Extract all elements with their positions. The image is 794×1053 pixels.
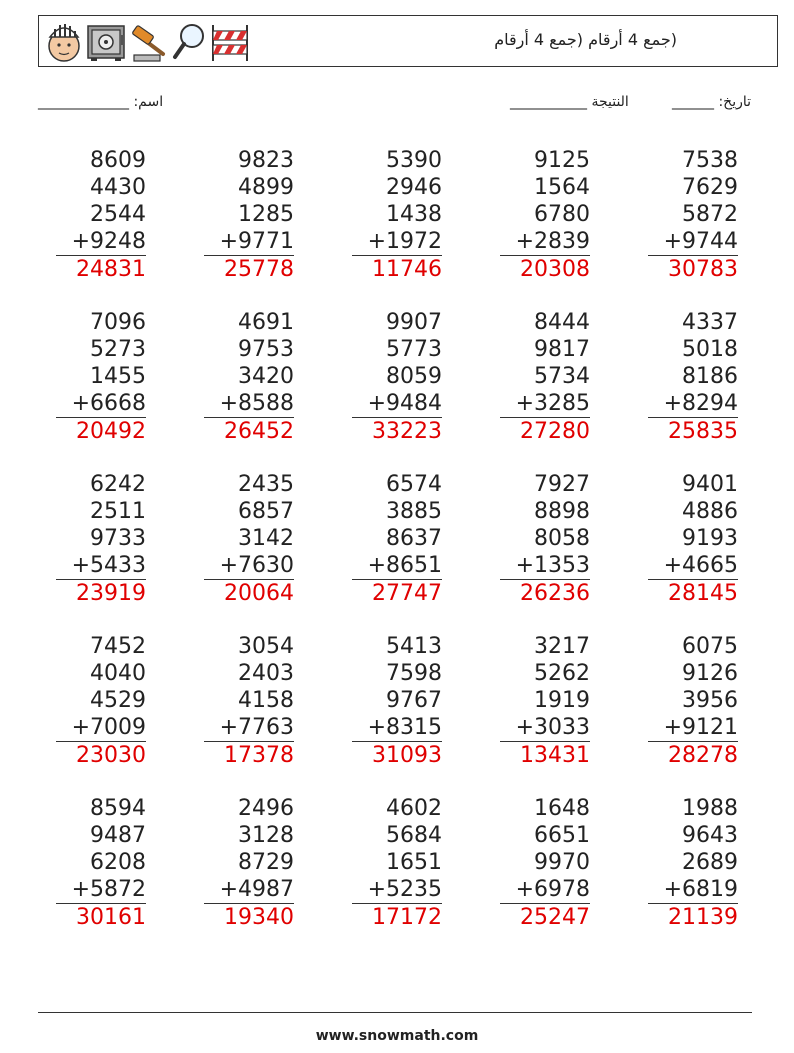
answer: 25778 <box>224 257 294 282</box>
addend: 8186 <box>682 364 738 389</box>
addend: 7538 <box>682 148 738 173</box>
addend: 9970 <box>534 850 590 875</box>
addend: 6075 <box>682 634 738 659</box>
addition-problem <box>648 633 738 769</box>
answer: 21139 <box>668 905 738 930</box>
addition-problem <box>204 795 294 931</box>
addend: 1438 <box>386 202 442 227</box>
addend: 7452 <box>90 634 146 659</box>
addend: 7096 <box>90 310 146 335</box>
addend: 6574 <box>386 472 442 497</box>
answer: 30161 <box>76 905 146 930</box>
addend: 9193 <box>682 526 738 551</box>
addend: 7629 <box>682 175 738 200</box>
addition-problem <box>56 795 146 931</box>
addend: 4529 <box>90 688 146 713</box>
header-box <box>38 15 778 67</box>
addend: 6780 <box>534 202 590 227</box>
addend: 8898 <box>534 499 590 524</box>
addend: 8609 <box>90 148 146 173</box>
addend: 4430 <box>90 175 146 200</box>
answer: 25247 <box>520 905 590 930</box>
answer: 20308 <box>520 257 590 282</box>
addend: 8729 <box>238 850 294 875</box>
addend-with-plus: +7009 <box>56 714 146 742</box>
addend: 9823 <box>238 148 294 173</box>
date-field: تاريخ: ______ <box>672 94 752 110</box>
addend-with-plus: +6978 <box>500 876 590 904</box>
addend: 5773 <box>386 337 442 362</box>
answer: 28145 <box>668 581 738 606</box>
name-field: اسم: _____________ <box>38 94 164 110</box>
score-field: النتيجة ___________ <box>510 94 629 110</box>
answer: 27747 <box>372 581 442 606</box>
answer: 26452 <box>224 419 294 444</box>
addend: 9401 <box>682 472 738 497</box>
icon-strip <box>45 19 251 65</box>
addend: 8444 <box>534 310 590 335</box>
answer: 31093 <box>372 743 442 768</box>
addend: 4040 <box>90 661 146 686</box>
gavel-icon <box>129 21 169 63</box>
answer: 23030 <box>76 743 146 768</box>
addend-with-plus: +6819 <box>648 876 738 904</box>
addend: 1564 <box>534 175 590 200</box>
addition-problem <box>352 471 442 607</box>
addend: 5390 <box>386 148 442 173</box>
addend: 3128 <box>238 823 294 848</box>
addend: 3420 <box>238 364 294 389</box>
addend-with-plus: +7763 <box>204 714 294 742</box>
addend: 5273 <box>90 337 146 362</box>
answer: 33223 <box>372 419 442 444</box>
addition-problem <box>500 795 590 931</box>
addend: 4691 <box>238 310 294 335</box>
addend: 5734 <box>534 364 590 389</box>
addend: 3054 <box>238 634 294 659</box>
addend: 2496 <box>238 796 294 821</box>
answer: 24831 <box>76 257 146 282</box>
addend: 6208 <box>90 850 146 875</box>
addend: 9767 <box>386 688 442 713</box>
addition-problem <box>500 471 590 607</box>
answer: 23919 <box>76 581 146 606</box>
addend: 8637 <box>386 526 442 551</box>
addend: 9125 <box>534 148 590 173</box>
addend: 2403 <box>238 661 294 686</box>
addend-with-plus: +8651 <box>352 552 442 580</box>
addend: 5684 <box>386 823 442 848</box>
addend: 9487 <box>90 823 146 848</box>
addend-with-plus: +3033 <box>500 714 590 742</box>
footer-site: www.snowmath.com <box>315 1028 479 1044</box>
addend: 9643 <box>682 823 738 848</box>
addend-with-plus: +1353 <box>500 552 590 580</box>
addend: 1455 <box>90 364 146 389</box>
answer: 20064 <box>224 581 294 606</box>
addition-problem <box>204 309 294 445</box>
addition-problem <box>648 309 738 445</box>
answer: 17172 <box>372 905 442 930</box>
addend: 4886 <box>682 499 738 524</box>
answer: 11746 <box>372 257 442 282</box>
addition-problem <box>56 147 146 283</box>
addend: 7927 <box>534 472 590 497</box>
prisoner-face-icon <box>45 21 83 63</box>
addition-problem <box>500 309 590 445</box>
addend-with-plus: +6668 <box>56 390 146 418</box>
addend: 4158 <box>238 688 294 713</box>
addend-with-plus: +1972 <box>352 228 442 256</box>
answer: 26236 <box>520 581 590 606</box>
addend: 3142 <box>238 526 294 551</box>
addend: 2544 <box>90 202 146 227</box>
addend: 1919 <box>534 688 590 713</box>
addition-problem <box>352 147 442 283</box>
answer: 28278 <box>668 743 738 768</box>
addend: 6651 <box>534 823 590 848</box>
addition-problem <box>648 795 738 931</box>
page-title: (جمع 4 أرقام (جمع 4 أرقام <box>494 30 677 49</box>
addend: 8594 <box>90 796 146 821</box>
addend: 8059 <box>386 364 442 389</box>
addend-with-plus: +7630 <box>204 552 294 580</box>
addition-problem <box>500 633 590 769</box>
addition-problem <box>352 633 442 769</box>
addend: 1988 <box>682 796 738 821</box>
addend: 6242 <box>90 472 146 497</box>
addend: 2435 <box>238 472 294 497</box>
addend: 1285 <box>238 202 294 227</box>
addend: 2511 <box>90 499 146 524</box>
answer: 19340 <box>224 905 294 930</box>
addend: 5413 <box>386 634 442 659</box>
addend: 9907 <box>386 310 442 335</box>
addend: 2689 <box>682 850 738 875</box>
answer: 17378 <box>224 743 294 768</box>
addition-problem <box>204 633 294 769</box>
magnifier-icon <box>171 21 207 63</box>
addend-with-plus: +9248 <box>56 228 146 256</box>
addition-problem <box>352 309 442 445</box>
addition-problem <box>648 471 738 607</box>
addend-with-plus: +8294 <box>648 390 738 418</box>
answer: 25835 <box>668 419 738 444</box>
addend: 6857 <box>238 499 294 524</box>
safe-icon <box>85 21 127 63</box>
barrier-icon <box>209 21 251 63</box>
addition-problem <box>56 471 146 607</box>
answer: 20492 <box>76 419 146 444</box>
addend: 3885 <box>386 499 442 524</box>
addend: 4899 <box>238 175 294 200</box>
addend: 9126 <box>682 661 738 686</box>
addend-with-plus: +5433 <box>56 552 146 580</box>
addend: 4602 <box>386 796 442 821</box>
addend: 5262 <box>534 661 590 686</box>
footer-divider <box>38 1012 752 1013</box>
addend-with-plus: +8588 <box>204 390 294 418</box>
addend: 3217 <box>534 634 590 659</box>
addend: 8058 <box>534 526 590 551</box>
addition-problem <box>204 471 294 607</box>
addend: 5872 <box>682 202 738 227</box>
addend-with-plus: +8315 <box>352 714 442 742</box>
addend-with-plus: +9744 <box>648 228 738 256</box>
answer: 13431 <box>520 743 590 768</box>
addition-problem <box>204 147 294 283</box>
addend: 9817 <box>534 337 590 362</box>
addend-with-plus: +9771 <box>204 228 294 256</box>
addend: 9753 <box>238 337 294 362</box>
addend: 2946 <box>386 175 442 200</box>
answer: 30783 <box>668 257 738 282</box>
addend: 1648 <box>534 796 590 821</box>
addition-problem <box>648 147 738 283</box>
addend-with-plus: +5235 <box>352 876 442 904</box>
addend-with-plus: +9484 <box>352 390 442 418</box>
addition-problem <box>500 147 590 283</box>
addend-with-plus: +9121 <box>648 714 738 742</box>
addend-with-plus: +5872 <box>56 876 146 904</box>
addend-with-plus: +2839 <box>500 228 590 256</box>
addend: 9733 <box>90 526 146 551</box>
addend-with-plus: +3285 <box>500 390 590 418</box>
addition-problem <box>352 795 442 931</box>
addend: 7598 <box>386 661 442 686</box>
addend: 4337 <box>682 310 738 335</box>
answer: 27280 <box>520 419 590 444</box>
addend: 1651 <box>386 850 442 875</box>
addition-problem <box>56 309 146 445</box>
addition-problem <box>56 633 146 769</box>
addend-with-plus: +4665 <box>648 552 738 580</box>
addend: 3956 <box>682 688 738 713</box>
addend: 5018 <box>682 337 738 362</box>
addend-with-plus: +4987 <box>204 876 294 904</box>
